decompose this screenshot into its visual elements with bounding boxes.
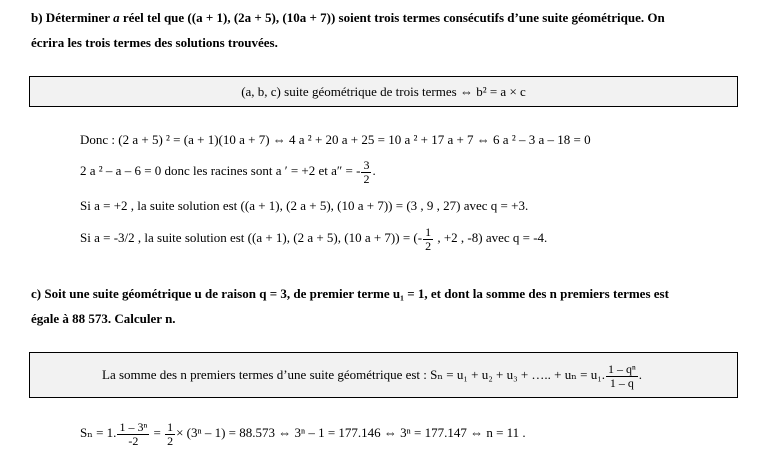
final-fraction-2-numerator: 1 xyxy=(167,420,174,434)
final-computation-line xyxy=(80,421,526,447)
roots-fraction xyxy=(361,159,371,185)
geometric-sum-rule xyxy=(102,363,642,389)
part-b-label: b) Déterminer xyxy=(31,10,110,25)
sum-rule-fraction xyxy=(606,363,638,389)
part-c-question-line1: c) Soit une suite géométrique u de raison q = 3, de premier terme u₁ = 1, et dont la somme des n premiers termes est xyxy=(31,286,669,301)
final-equals: = xyxy=(150,425,165,441)
sum-rule-text: La somme des n premiers termes d’une suite géométrique est : Sₙ = u₁ + u₂ + u₃ + ….. + uₙ = u₁. xyxy=(102,367,606,383)
case-a-plus-two-line: Si a = +2 , la suite solution est ((a + 1), (2 a + 5), (10 a + 7)) = (3 , 9 , 27) avec q = +3. xyxy=(80,198,529,213)
case2-fraction xyxy=(423,226,433,252)
part-c-question-line2: égale à 88 573. Calculer n. xyxy=(31,311,176,326)
part-b-question-text: réel tel que ((a + 1), (2a + 5), (10a + 7)) soient trois termes consécutifs d’une suite géométrique. On xyxy=(122,10,665,25)
final-fraction-2-denominator: 2 xyxy=(167,433,174,448)
final-sn-prefix: Sₙ = 1. xyxy=(80,425,117,441)
final-fraction-1 xyxy=(117,421,149,447)
part-b-variable: a xyxy=(113,10,120,25)
case2-text-end: , +2 , -8) avec q = -4. xyxy=(434,230,548,246)
case-a-minus-three-halves-line xyxy=(80,226,547,252)
roots-fraction-denominator: 2 xyxy=(363,171,370,186)
sum-rule-fraction-numerator: 1 – qⁿ xyxy=(608,362,636,376)
donc-equation-line: Donc : (2 a + 5) ² = (a + 1)(10 a + 7) ⇔ 4 a ² + 20 a + 25 = 10 a ² + 17 a + 7 ⇔ 6 a ² – 3 a – 18 = 0 xyxy=(80,132,591,147)
sum-rule-end: . xyxy=(638,367,643,383)
roots-text: 2 a ² – a – 6 = 0 donc les racines sont a ′ = +2 et a″ = - xyxy=(80,163,361,179)
roots-fraction-numerator: 3 xyxy=(363,158,370,172)
geometric-rule-box xyxy=(29,76,738,107)
case2-fraction-numerator: 1 xyxy=(425,225,432,239)
geometric-sum-rule-box xyxy=(29,352,738,398)
geometric-rule-text: (a, b, c) suite géométrique de trois termes ⇔ b² = a × c xyxy=(241,84,526,99)
roots-end: . xyxy=(372,163,376,179)
final-fraction-1-numerator: 1 – 3ⁿ xyxy=(119,420,148,434)
sum-rule-fraction-denominator: 1 – q xyxy=(609,375,634,390)
case2-fraction-denominator: 2 xyxy=(425,238,432,253)
final-result-text: × (3ⁿ – 1) = 88.573 ⇔ 3ⁿ – 1 = 177.146 ⇔ 3ⁿ = 177.147 ⇔ n = 11 . xyxy=(176,425,526,441)
case2-text: Si a = -3/2 , la suite solution est ((a + 1), (2 a + 5), (10 a + 7)) = (- xyxy=(80,230,423,246)
part-b-question-line2: écrira les trois termes des solutions trouvées. xyxy=(31,35,278,50)
final-fraction-2 xyxy=(165,421,175,447)
part-b-question-line1 xyxy=(31,10,665,26)
roots-line xyxy=(80,159,376,185)
final-fraction-1-denominator: -2 xyxy=(128,433,139,448)
